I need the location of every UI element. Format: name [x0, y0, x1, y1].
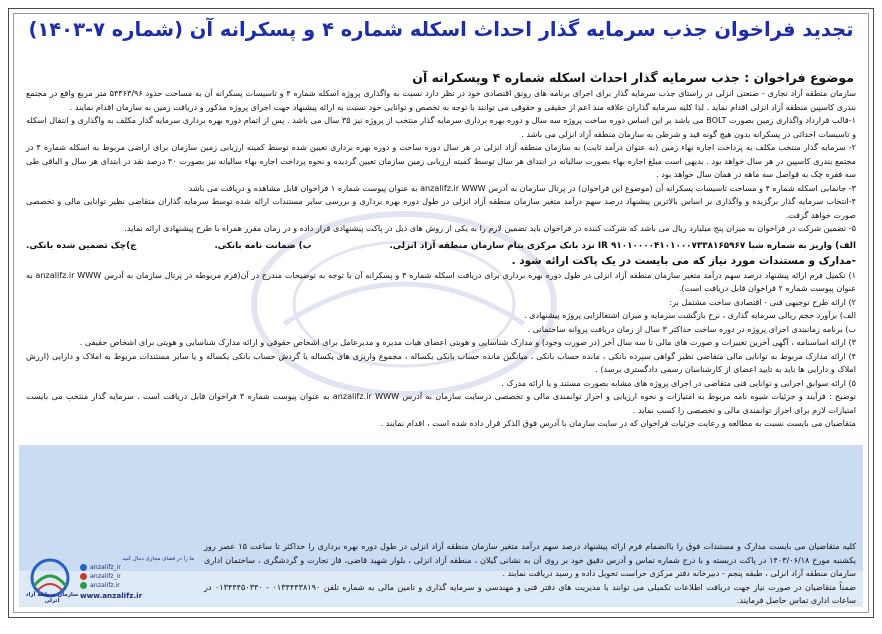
payment-options	[26, 240, 856, 254]
doc-item-5: ۵) ارائه سوابق اجرایی و توانایی فنی متقاضی در اجرای پروژه های مشابه بصورت مستند و یا ارائه مدرک .	[501, 377, 856, 388]
website-link[interactable]: www.anzalifz.ir	[80, 591, 143, 600]
doc-note: توضیح : فرآیند و جزئیات شیوه نامه مربوط به امتیازات و نحوه ارزیابی و احراز توانمندی مالی و تخصصی درسایت سازمان به آدرس anzalifz.ir WWW به عنوان پیوست شماره ۳ فراخوان قابل دریافت است . سرمایه گذار منتخب می بایست امتیازات لازم برای احراز توانمندی مالی و تخصصی را کسب نماید .	[26, 391, 857, 415]
social-link-telegram[interactable]	[80, 564, 194, 571]
doc-item-4: ۴) ارائه مدارک مربوط به توانایی مالی متقاضی نظیر گواهی سپرده بانکی ، مانده حساب بانکی ، میانگین مانده حساب بانکی یکساله ، مجموع واریزی های یکساله یا گردش حساب بانکی یکساله و یا سایر مستندات مربوط به املاک و دارایی (ارزش املاک و دارایی ها باید به تایید اعضای از کارشناسان رسمی دادگستری برسد) .	[26, 350, 856, 374]
social-links	[80, 556, 194, 600]
doc-item-2: ۲) ارائه طرح توجیهی فنی - اقتصادی ساخت مشتمل بر:	[669, 296, 856, 307]
paragraph-3: ۳- جانمایی اسکله شماره ۴ و مساحت تاسیسات پسکرانه آن (موضوع این فراخوان) در پرتال سازمان به آدرس anzalifz.ir WWW به عنوان پیوست شماره ۱ فراخوان قابل مشاهده و دریافت می باشد	[188, 182, 856, 193]
doc-item-2a: الف) برآورد حجم ریالی سرمایه گذاری ، نرخ بازگشت سرمایه و میزان اشتغالزایی پروژه پیشنهادی .	[524, 310, 856, 320]
telegram-icon	[80, 564, 87, 571]
doc-note-study: متقاضیان می بایست نسبت به مطالعه و رعایت جزئیات فراخوان که در سایت سازمان با آدرس فوق الذکر قرار داده شده است ، اقدام نمایند .	[380, 418, 856, 428]
social-handle: anzalifz_ir	[90, 564, 121, 571]
org-logo-block	[22, 550, 198, 610]
documents-heading: -مدارک و مستندات مورد نیاز که می بایست در یک پاکت ارائه شود .	[511, 255, 856, 267]
notice-subject: موضوع فراخوان : جذب سرمایه گذار احداث اسکله شماره ۴ وپسکرانه آن	[412, 70, 854, 85]
org-name: سازمان منطقه آزاد انزلی	[25, 592, 79, 604]
paragraph-1: ۱-قالب قرارداد واگذاری زمین بصورت BOLT می باشد بر این اساس دوره ساخت پروژه سه سال و دوره بهره برداری سرمایه گذار منتخب از پروژه نیز ۳۵ سال می باشد . پس از اتمام دوره بهره برداری سرمایه گذار مکلف به واگذاری و انتقال اسکله و تاسیسات احداثی در پسکرانه بدون هیچ گونه قید و شرطی به سازمان منطقه آزاد انزلی می باشد .	[26, 115, 857, 139]
contact-info: ضمناً متقاضیان در صورت نیاز جهت دریافت اطلاعات تکمیلی می توانند با مدیریت های دفتر فنی و مهندسی و سرمایه گذاری و تامین مالی به شماره تلفن ۰۱۳۴۴۴۳۸۱۹۰ - ۰۱۳۴۴۴۵۰۳۴۰ در ساعات اداری تماس حاصل فرمایند.	[204, 581, 856, 605]
doc-item-3: ۳) ارائه اساسنامه ، آگهی آخرین تغییرات و صورت های مالی تا سه سال آخر (در صورت وجود) و مدارک شناسایی و هویتی اعضای هیات مدیره و مدیرعامل برای اشخاص حقوقی و ارائه مدارک شناسایی و هویتی برای اشخاص حقیقی .	[79, 337, 856, 347]
payment-option-b: ب) ضمانت نامه بانکی.	[214, 240, 312, 251]
submission-text	[204, 540, 856, 608]
social-handle: anzalifz.ir	[90, 582, 120, 589]
paragraph-4: ۴-انتخاب سرمایه گذار برگزیده و واگذاری بر اساس بالاترین پیشنهاد درصد سهم درآمد متغیر سازمان منطقه آزاد انزلی در طول دوره بهره برداری و بررسی سایر مستندات ارائه شده توسط سرمایه گذاران متقاضی نظیر توانایی مالی و تخصصی صورت خواهد گرفت.	[26, 196, 856, 220]
social-link-aparat[interactable]	[80, 582, 194, 589]
social-link-instagram[interactable]	[80, 573, 194, 580]
paragraph-5: ۵- تضمین شرکت در فراخوان به میزان پنج میلیارد ریال می باشد که شرکت کننده در فراخوان باید تضمین لازم را به یکی از روش های ذیل در پاکت پیشنهادی قرار داده و در زمان مقرر همراه با طرح پیشنهادی ارائه نماید.	[124, 223, 856, 233]
instagram-icon	[80, 573, 87, 580]
aparat-icon	[80, 582, 87, 589]
notice-page	[8, 8, 874, 618]
payment-option-a: الف) واریز به شماره شبا IR ۹۱۰۱۰۰۰۰۴۱۰۱۰۰۰۷۳۳۸۱۶۵۹۶۷ نزد بانک مرکزی بنام سازمان منطقه آزاد انزلی.	[389, 240, 856, 251]
doc-item-2b: ب) برنامه زمانبندی اجرای پروژه در دوره ساخت حداکثر ۳ سال از زمان دریافت پروانه ساختمانی .	[527, 323, 856, 334]
paragraph-intro: سازمان منطقه آزاد تجاری - صنعتی انزلی در راستای جذب سرمایه گذار برای اجرای برنامه های رونق اقتصادی خود در نظر دارد نسبت به واگذاری پروژه اسکله شماره ۴ و تاسیسات پسکرانه آن به مساحت حدود ۵۴۳۶۳/۹۶ متر مربع واقع در مجتمع بندری کاسپین منطقه آزاد انزلی اقدام نماید . لذا کلیه سرمایه گذاران علاقه مند اعم از حقیقی و حقوقی می توانند با توجه به تخصص و توانایی خود نسبت به ارائه پیشنهاد جهت اجرای پروژه مذکور و دریافت زمین به سازمان اقدام نمایند .	[26, 88, 856, 112]
notice-frame	[13, 13, 869, 613]
doc-item-1: ۱) تکمیل فرم ارائه پیشنهاد درصد سهم درآمد متغیر سازمان منطقه آزاد انزلی در طول دوره بهره برداری برای دریافت اسکله شماره ۴ و پسکرانه آن با توجه به توضیحات مندرج در آن(فرم مربوطه در پرتال سازمان به آدرس anzalifz.ir WWW به عنوان پیوست شماره ۲ فراخوان قابل دریافت است).	[26, 269, 856, 293]
submission-instructions: کلیه متقاضیان می بایست مدارک و مستندات فوق را باانضمام فرم ارائه پیشنهاد درصد سهم درآمد متغیر سازمان منطقه آزاد انزلی در طول دوره بهره برداری را حداکثر تا ساعت ۱۵ عصر روز یکشنبه مورخ ۱۴۰۳/۰۶/۱۸ در پاکت دربسته و با درج شماره تماس و آدرس دقیق خود بر روی آن به نشانی گیلان ، منطقه آزاد انزلی ، بلوار شهید قاضی، فاز تجارت و گردشگری ، ساختمان اداری سازمان منطقه آزاد انزلی ، طبقه پنجم - دبیرخانه دفتر مرکزی حراست تحویل داده و رسید دریافت نمایند .	[204, 541, 857, 578]
paragraph-2: ۲- سرمایه گذار منتخب مکلف به پرداخت اجاره بهاء زمین (به عنوان درآمد ثابت) به سازمان منطقه آزاد انزلی در هر سال دوره ساخت و دوره بهره برداری تعیین شده توسط کمیته ارزیابی زمین سازمان برای اراضی مربوط به اسکله شماره ۴ در مجتمع بندری کاسپین در هر سال خواهد بود . بدیهی است مبلغ اجاره بهاء بصورت سالیانه در ابتدای هر سال توسط کمیته ارزیابی زمین سازمان تعیین گردیده و نحوه پرداخت اجاره بهاء سالیانه نیز بصورت ۴۰ درصد نقد در ابتدای هر سال و الباقی طی سه فقره چک به فواصل سه ماهه در همان سال خواهد بود .	[26, 142, 856, 179]
notice-title: تجدید فراخوان جذب سرمایه گذار احداث اسکله شماره ۴ و پسکرانه آن (شماره ۷-۱۴۰۳)	[28, 18, 854, 41]
social-caption: ما را در فضای مجازی دنبال کنید	[122, 556, 194, 562]
notice-body	[26, 87, 856, 431]
payment-option-c: ج)چک تضمین شده بانکی.	[26, 240, 137, 251]
social-handle: anzalifz_ir	[90, 573, 121, 580]
